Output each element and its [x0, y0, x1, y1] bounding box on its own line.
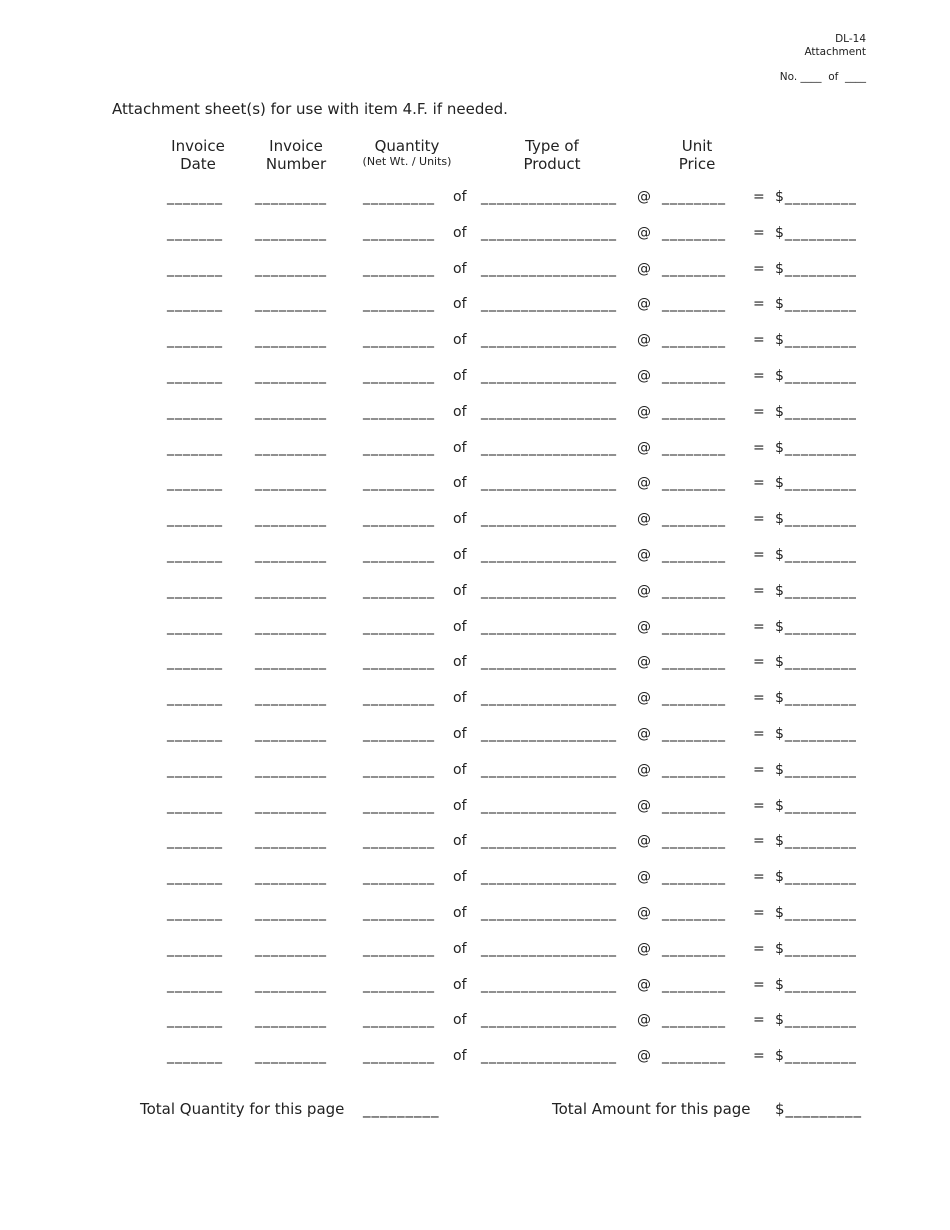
unit-price-field[interactable]: ________ — [662, 976, 726, 993]
amount-field[interactable]: $_________ — [775, 224, 857, 241]
at-symbol: @ — [637, 547, 651, 563]
equals-symbol: = — [753, 905, 765, 921]
col-unit-price-line2: Price — [678, 155, 716, 173]
entry-row — [0, 1048, 950, 1072]
of-label: of — [453, 511, 467, 528]
equals-symbol: = — [753, 833, 765, 850]
of-label: of — [453, 260, 467, 277]
amount-field[interactable]: $_________ — [775, 618, 857, 635]
at-symbol: @ — [637, 189, 651, 205]
unit-price-field[interactable]: ________ — [662, 582, 726, 599]
form-id: DL-14 — [835, 33, 866, 45]
product-type-field[interactable]: _________________ — [481, 547, 617, 563]
product-type-field[interactable]: _________________ — [481, 511, 617, 528]
equals-symbol: = — [753, 260, 765, 277]
invoice-date-field[interactable]: _______ — [167, 260, 223, 277]
unit-price-field[interactable]: ________ — [662, 869, 726, 886]
entry-row — [0, 1012, 950, 1036]
of-label: of — [453, 869, 467, 886]
amount-field[interactable]: $_________ — [775, 869, 857, 886]
col-unit-price-line1: Unit — [681, 137, 713, 155]
equals-symbol: = — [753, 976, 765, 993]
at-symbol: @ — [637, 940, 651, 957]
invoice-date-field[interactable]: _______ — [167, 618, 223, 635]
equals-symbol: = — [753, 869, 765, 886]
col-quantity-line1: Quantity — [374, 137, 440, 155]
entry-row — [0, 440, 950, 464]
product-type-field[interactable]: _________________ — [481, 296, 617, 313]
at-symbol: @ — [637, 654, 651, 671]
product-type-field[interactable]: _________________ — [481, 260, 617, 277]
form-code — [804, 33, 866, 59]
equals-symbol: = — [753, 940, 765, 957]
product-type-field[interactable]: _________________ — [481, 618, 617, 635]
entry-row — [0, 690, 950, 714]
amount-field[interactable]: $_________ — [775, 296, 857, 313]
quantity-field[interactable]: _________ — [363, 296, 435, 313]
sheet-no-field[interactable]: ____ — [800, 71, 822, 83]
equals-symbol: = — [753, 1048, 765, 1065]
invoice-number-field[interactable]: _________ — [255, 976, 327, 993]
at-symbol: @ — [637, 976, 651, 993]
product-type-field[interactable]: _________________ — [481, 761, 617, 778]
invoice-number-field[interactable]: _________ — [255, 726, 327, 742]
of-label: of — [453, 833, 467, 850]
invoice-date-field[interactable]: _______ — [167, 475, 223, 492]
of-label: of — [453, 976, 467, 993]
entry-row — [0, 225, 950, 249]
product-type-field[interactable]: _________________ — [481, 368, 617, 384]
quantity-field[interactable]: _________ — [363, 869, 435, 886]
quantity-field[interactable]: _________ — [363, 654, 435, 671]
quantity-field[interactable]: _________ — [363, 260, 435, 277]
unit-price-field[interactable]: ________ — [662, 905, 726, 921]
at-symbol: @ — [637, 1012, 651, 1029]
sheet-total-field[interactable]: ____ — [845, 71, 866, 83]
amount-field[interactable]: $_________ — [775, 833, 857, 850]
at-symbol: @ — [637, 869, 651, 886]
at-symbol: @ — [637, 905, 651, 921]
invoice-number-field[interactable]: _________ — [255, 690, 327, 707]
invoice-number-field[interactable]: _________ — [255, 940, 327, 957]
at-symbol: @ — [637, 618, 651, 635]
col-type-line2: Product — [523, 155, 581, 173]
col-quantity-sub: (Net Wt. / Units) — [362, 155, 452, 168]
equals-symbol: = — [753, 224, 765, 241]
invoice-number-field[interactable]: _________ — [255, 618, 327, 635]
of-label: of — [453, 726, 467, 742]
unit-price-field[interactable]: ________ — [662, 797, 726, 814]
form-sub: Attachment — [804, 46, 866, 58]
product-type-field[interactable]: _________________ — [481, 439, 617, 456]
product-type-field[interactable]: _________________ — [481, 403, 617, 420]
amount-field[interactable]: $_________ — [775, 1048, 857, 1065]
of-label: of — [453, 1012, 467, 1029]
at-symbol: @ — [637, 368, 651, 384]
invoice-number-field[interactable]: _________ — [255, 582, 327, 599]
invoice-number-field[interactable]: _________ — [255, 547, 327, 563]
invoice-number-field[interactable]: _________ — [255, 189, 327, 205]
sheet-of-label: of — [828, 71, 839, 83]
unit-price-field[interactable]: ________ — [662, 833, 726, 850]
entry-row — [0, 261, 950, 285]
invoice-number-field[interactable]: _________ — [255, 403, 327, 420]
quantity-field[interactable]: _________ — [363, 726, 435, 742]
entry-row — [0, 475, 950, 499]
of-label: of — [453, 797, 467, 814]
total-amount-label: Total Amount for this page — [552, 1100, 751, 1118]
of-label: of — [453, 618, 467, 635]
product-type-field[interactable]: _________________ — [481, 582, 617, 599]
quantity-field[interactable]: _________ — [363, 833, 435, 850]
unit-price-field[interactable]: ________ — [662, 547, 726, 563]
equals-symbol: = — [753, 439, 765, 456]
quantity-field[interactable]: _________ — [363, 332, 435, 349]
invoice-date-field[interactable]: _______ — [167, 833, 223, 850]
entry-row — [0, 368, 950, 392]
total-amount-field[interactable]: $_________ — [775, 1100, 863, 1118]
amount-field[interactable]: $_________ — [775, 690, 857, 707]
entry-row — [0, 833, 950, 857]
entry-row — [0, 941, 950, 965]
invoice-number-field[interactable]: _________ — [255, 654, 327, 671]
product-type-field[interactable]: _________________ — [481, 1012, 617, 1029]
unit-price-field[interactable]: ________ — [662, 690, 726, 707]
amount-field[interactable]: $_________ — [775, 797, 857, 814]
invoice-number-field[interactable]: _________ — [255, 439, 327, 456]
unit-price-field[interactable]: ________ — [662, 654, 726, 671]
quantity-field[interactable]: _________ — [363, 940, 435, 957]
at-symbol: @ — [637, 260, 651, 277]
unit-price-field[interactable]: ________ — [662, 475, 726, 492]
invoice-date-field[interactable]: _______ — [167, 547, 223, 563]
entry-row — [0, 726, 950, 750]
product-type-field[interactable]: _________________ — [481, 833, 617, 850]
quantity-field[interactable]: _________ — [363, 690, 435, 707]
amount-field[interactable]: $_________ — [775, 726, 857, 742]
total-quantity-label: Total Quantity for this page — [140, 1100, 345, 1118]
total-quantity-field[interactable]: _________ — [363, 1100, 440, 1118]
of-label: of — [453, 332, 467, 349]
equals-symbol: = — [753, 296, 765, 313]
amount-field[interactable]: $_________ — [775, 940, 857, 957]
unit-price-field[interactable]: ________ — [662, 1012, 726, 1029]
of-label: of — [453, 654, 467, 671]
invoice-number-field[interactable]: _________ — [255, 869, 327, 886]
entry-row — [0, 296, 950, 320]
of-label: of — [453, 547, 467, 563]
at-symbol: @ — [637, 475, 651, 492]
equals-symbol: = — [753, 797, 765, 814]
invoice-date-field[interactable]: _______ — [167, 1012, 223, 1029]
entry-row — [0, 977, 950, 1001]
invoice-date-field[interactable]: _______ — [167, 690, 223, 707]
equals-symbol: = — [753, 582, 765, 599]
equals-symbol: = — [753, 761, 765, 778]
col-invoice-number — [255, 137, 337, 173]
amount-field[interactable]: $_________ — [775, 189, 857, 205]
of-label: of — [453, 690, 467, 707]
invoice-date-field[interactable]: _______ — [167, 905, 223, 921]
invoice-date-field[interactable]: _______ — [167, 940, 223, 957]
equals-symbol: = — [753, 403, 765, 420]
at-symbol: @ — [637, 726, 651, 742]
invoice-date-field[interactable]: _______ — [167, 368, 223, 384]
amount-field[interactable]: $_________ — [775, 260, 857, 277]
invoice-number-field[interactable]: _________ — [255, 296, 327, 313]
invoice-date-field[interactable]: _______ — [167, 869, 223, 886]
invoice-date-field[interactable]: _______ — [167, 511, 223, 528]
quantity-field[interactable]: _________ — [363, 582, 435, 599]
entry-row — [0, 511, 950, 535]
invoice-number-field[interactable]: _________ — [255, 761, 327, 778]
product-type-field[interactable]: _________________ — [481, 940, 617, 957]
equals-symbol: = — [753, 1012, 765, 1029]
invoice-number-field[interactable]: _________ — [255, 260, 327, 277]
product-type-field[interactable]: _________________ — [481, 690, 617, 707]
amount-field[interactable]: $_________ — [775, 332, 857, 349]
product-type-field[interactable]: _________________ — [481, 654, 617, 671]
entry-row — [0, 404, 950, 428]
equals-symbol: = — [753, 368, 765, 384]
amount-field[interactable]: $_________ — [775, 761, 857, 778]
quantity-field[interactable]: _________ — [363, 1012, 435, 1029]
quantity-field[interactable]: _________ — [363, 439, 435, 456]
at-symbol: @ — [637, 1048, 651, 1065]
amount-field[interactable]: $_________ — [775, 654, 857, 671]
of-label: of — [453, 940, 467, 957]
amount-field[interactable]: $_________ — [775, 403, 857, 420]
invoice-date-field[interactable]: _______ — [167, 582, 223, 599]
amount-field[interactable]: $_________ — [775, 475, 857, 492]
invoice-date-field[interactable]: _______ — [167, 797, 223, 814]
col-quantity — [352, 137, 462, 169]
product-type-field[interactable]: _________________ — [481, 224, 617, 241]
equals-symbol: = — [753, 547, 765, 563]
amount-field[interactable]: $_________ — [775, 368, 857, 384]
col-invoice-number-line1: Invoice — [269, 137, 323, 155]
unit-price-field[interactable]: ________ — [662, 1048, 726, 1065]
unit-price-field[interactable]: ________ — [662, 511, 726, 528]
equals-symbol: = — [753, 654, 765, 671]
invoice-number-field[interactable]: _________ — [255, 368, 327, 384]
entry-row — [0, 654, 950, 678]
at-symbol: @ — [637, 797, 651, 814]
at-symbol: @ — [637, 761, 651, 778]
quantity-field[interactable]: _________ — [363, 976, 435, 993]
quantity-field[interactable]: _________ — [363, 475, 435, 492]
invoice-date-field[interactable]: _______ — [167, 403, 223, 420]
invoice-number-field[interactable]: _________ — [255, 224, 327, 241]
unit-price-field[interactable]: ________ — [662, 224, 726, 241]
at-symbol: @ — [637, 296, 651, 313]
of-label: of — [453, 403, 467, 420]
product-type-field[interactable]: _________________ — [481, 189, 617, 205]
invoice-date-field[interactable]: _______ — [167, 976, 223, 993]
quantity-field[interactable]: _________ — [363, 1048, 435, 1065]
of-label: of — [453, 189, 467, 205]
invoice-date-field[interactable]: _______ — [167, 296, 223, 313]
product-type-field[interactable]: _________________ — [481, 905, 617, 921]
col-invoice-number-line2: Number — [265, 155, 327, 173]
equals-symbol: = — [753, 726, 765, 742]
invoice-number-field[interactable]: _________ — [255, 905, 327, 921]
amount-field[interactable]: $_________ — [775, 511, 857, 528]
of-label: of — [453, 582, 467, 599]
at-symbol: @ — [637, 833, 651, 850]
amount-field[interactable]: $_________ — [775, 1012, 857, 1029]
amount-field[interactable]: $_________ — [775, 582, 857, 599]
quantity-field[interactable]: _________ — [363, 761, 435, 778]
quantity-field[interactable]: _________ — [363, 511, 435, 528]
invoice-number-field[interactable]: _________ — [255, 797, 327, 814]
invoice-number-field[interactable]: _________ — [255, 1048, 327, 1065]
product-type-field[interactable]: _________________ — [481, 869, 617, 886]
at-symbol: @ — [637, 332, 651, 349]
entry-row — [0, 189, 950, 213]
entry-row — [0, 905, 950, 929]
sheet-number — [780, 71, 866, 83]
col-type-line1: Type of — [525, 137, 579, 155]
of-label: of — [453, 761, 467, 778]
product-type-field[interactable]: _________________ — [481, 726, 617, 742]
of-label: of — [453, 224, 467, 241]
invoice-date-field[interactable]: _______ — [167, 761, 223, 778]
unit-price-field[interactable]: ________ — [662, 260, 726, 277]
quantity-field[interactable]: _________ — [363, 905, 435, 921]
equals-symbol: = — [753, 332, 765, 349]
equals-symbol: = — [753, 189, 765, 205]
invoice-number-field[interactable]: _________ — [255, 833, 327, 850]
amount-field[interactable]: $_________ — [775, 547, 857, 563]
unit-price-field[interactable]: ________ — [662, 189, 726, 205]
equals-symbol: = — [753, 618, 765, 635]
sheet-no-label: No. — [779, 71, 798, 83]
product-type-field[interactable]: _________________ — [481, 976, 617, 993]
unit-price-field[interactable]: ________ — [662, 726, 726, 742]
equals-symbol: = — [753, 511, 765, 528]
invoice-number-field[interactable]: _________ — [255, 1012, 327, 1029]
quantity-field[interactable]: _________ — [363, 797, 435, 814]
at-symbol: @ — [637, 511, 651, 528]
invoice-date-field[interactable]: _______ — [167, 439, 223, 456]
quantity-field[interactable]: _________ — [363, 547, 435, 563]
of-label: of — [453, 475, 467, 492]
entry-row — [0, 762, 950, 786]
col-invoice-date — [160, 137, 236, 173]
col-invoice-date-line2: Date — [180, 155, 216, 173]
unit-price-field[interactable]: ________ — [662, 332, 726, 349]
at-symbol: @ — [637, 224, 651, 241]
product-type-field[interactable]: _________________ — [481, 475, 617, 492]
entry-row — [0, 619, 950, 643]
entry-row — [0, 547, 950, 571]
at-symbol: @ — [637, 403, 651, 420]
at-symbol: @ — [637, 582, 651, 599]
of-label: of — [453, 368, 467, 384]
quantity-field[interactable]: _________ — [363, 618, 435, 635]
invoice-date-field[interactable]: _______ — [167, 332, 223, 349]
unit-price-field[interactable]: ________ — [662, 296, 726, 313]
entry-row — [0, 583, 950, 607]
unit-price-field[interactable]: ________ — [662, 439, 726, 456]
col-invoice-date-line1: Invoice — [171, 137, 225, 155]
entry-row — [0, 798, 950, 822]
unit-price-field[interactable]: ________ — [662, 368, 726, 384]
equals-symbol: = — [753, 690, 765, 707]
invoice-date-field[interactable]: _______ — [167, 654, 223, 671]
equals-symbol: = — [753, 475, 765, 492]
intro-text: Attachment sheet(s) for use with item 4.F. if needed. — [112, 100, 508, 118]
amount-field[interactable]: $_________ — [775, 976, 857, 993]
at-symbol: @ — [637, 439, 651, 456]
invoice-date-field[interactable]: _______ — [167, 189, 223, 205]
at-symbol: @ — [637, 690, 651, 707]
unit-price-field[interactable]: ________ — [662, 403, 726, 420]
of-label: of — [453, 296, 467, 313]
invoice-date-field[interactable]: _______ — [167, 726, 223, 742]
unit-price-field[interactable]: ________ — [662, 761, 726, 778]
product-type-field[interactable]: _________________ — [481, 1048, 617, 1065]
entry-row — [0, 869, 950, 893]
product-type-field[interactable]: _________________ — [481, 332, 617, 349]
quantity-field[interactable]: _________ — [363, 403, 435, 420]
quantity-field[interactable]: _________ — [363, 224, 435, 241]
amount-field[interactable]: $_________ — [775, 905, 857, 921]
invoice-date-field[interactable]: _______ — [167, 224, 223, 241]
quantity-field[interactable]: _________ — [363, 368, 435, 384]
product-type-field[interactable]: _________________ — [481, 797, 617, 814]
invoice-number-field[interactable]: _________ — [255, 511, 327, 528]
invoice-date-field[interactable]: _______ — [167, 1048, 223, 1065]
col-unit-price — [660, 137, 734, 173]
of-label: of — [453, 1048, 467, 1065]
unit-price-field[interactable]: ________ — [662, 618, 726, 635]
of-label: of — [453, 439, 467, 456]
invoice-number-field[interactable]: _________ — [255, 332, 327, 349]
invoice-number-field[interactable]: _________ — [255, 475, 327, 492]
entry-row — [0, 332, 950, 356]
of-label: of — [453, 905, 467, 921]
col-type-of-product — [500, 137, 604, 173]
unit-price-field[interactable]: ________ — [662, 940, 726, 957]
quantity-field[interactable]: _________ — [363, 189, 435, 205]
amount-field[interactable]: $_________ — [775, 439, 857, 456]
